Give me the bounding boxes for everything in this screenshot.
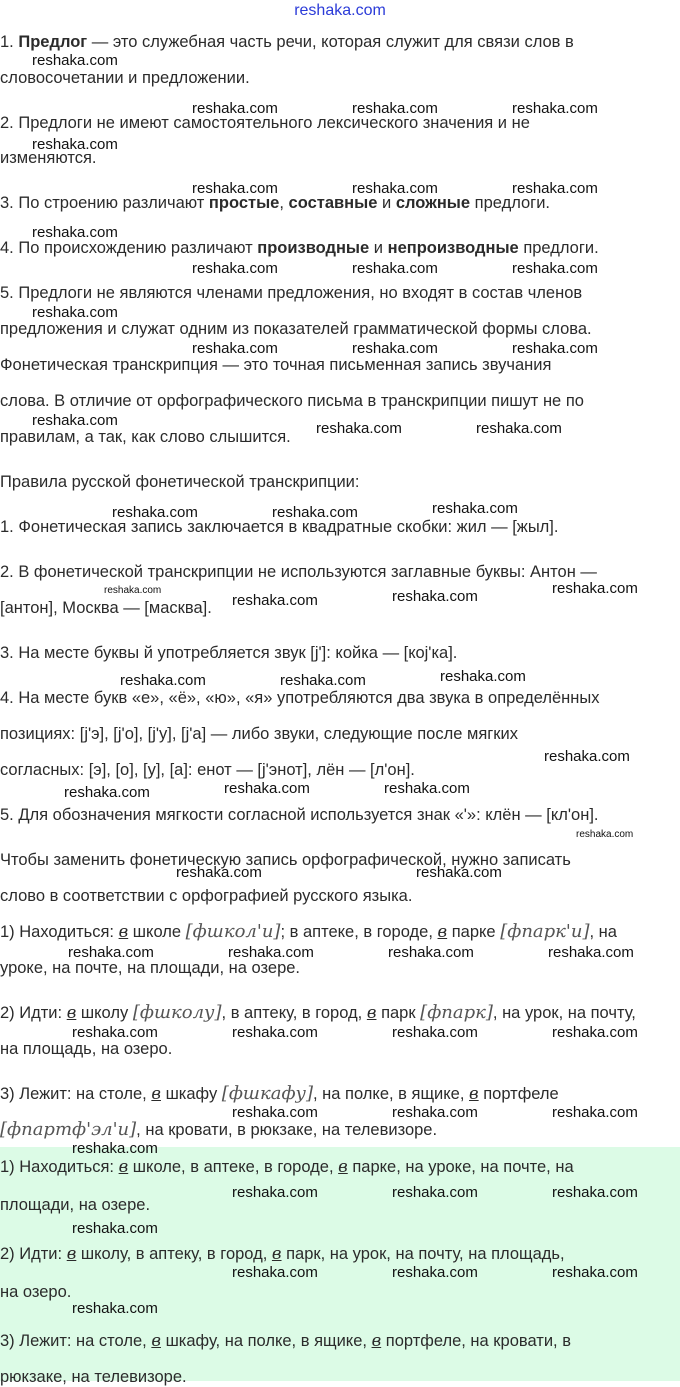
watermark: reshaka.com (316, 420, 402, 437)
watermark: reshaka.com (352, 180, 438, 197)
watermark: reshaka.com (68, 944, 154, 961)
watermark: reshaka.com (476, 420, 562, 437)
watermark: reshaka.com (280, 672, 366, 689)
transcription-rule-4-line-3: согласных: [э], [о], [у], [а]: енот — [j'энот], лён — [л'он]. (0, 761, 415, 779)
watermark: reshaka.com (576, 829, 634, 840)
phonetics-intro-line-1: Фонетическая транскрипция — это точная письменная запись звучания (0, 356, 552, 374)
watermark: reshaka.com (352, 260, 438, 277)
rule-3: 3. По строению различают простые, составные и сложные предлоги. (0, 194, 551, 212)
transcription-rule-1: 1. Фонетическая запись заключается в квадратные скобки: жил — [жыл]. (0, 518, 559, 536)
watermark: reshaka.com (552, 580, 638, 597)
rule-1-line-2: словосочетании и предложении. (0, 69, 250, 87)
site-header-link[interactable]: reshaka.com (294, 2, 386, 19)
exercise-3-line-2: [фпартф'эл'и], на кровати, в рюкзаке, на телевизоре. (0, 1119, 438, 1140)
rule-5-line-1: 5. Предлоги не являются членами предложения, но входят в состав членов (0, 284, 583, 302)
watermark: reshaka.com (416, 864, 502, 881)
watermark: reshaka.com (512, 180, 598, 197)
transcription-rule-3: 3. На месте буквы й употребляется звук [j']: койка — [кoj'ка]. (0, 644, 458, 662)
watermark: reshaka.com (32, 224, 118, 241)
watermark: reshaka.com (544, 748, 630, 765)
answer-2-line-1: 2) Идти: в школу, в аптеку, в город, в парк, на урок, на почту, на площадь, (0, 1244, 565, 1263)
conversion-note-line-1: Чтобы заменить фонетическую запись орфографической, нужно записать (0, 851, 571, 869)
watermark: reshaka.com (72, 1300, 158, 1317)
transcription-rule-2-line-1: 2. В фонетической транскрипции не используются заглавные буквы: Антон — (0, 563, 597, 581)
watermark: reshaka.com (272, 504, 358, 521)
watermark: reshaka.com (232, 1104, 318, 1121)
watermark: reshaka.com (112, 504, 198, 521)
watermark: reshaka.com (512, 260, 598, 277)
watermark: reshaka.com (440, 668, 526, 685)
rule-2-line-2: изменяются. (0, 149, 97, 167)
answer-2-line-2: на озеро. (0, 1283, 72, 1301)
watermark: reshaka.com (64, 784, 150, 801)
watermark: reshaka.com (232, 592, 318, 609)
watermark: reshaka.com (32, 412, 118, 429)
watermark: reshaka.com (192, 260, 278, 277)
watermark: reshaka.com (72, 1024, 158, 1041)
watermark: reshaka.com (224, 780, 310, 797)
watermark: reshaka.com (512, 100, 598, 117)
watermark: reshaka.com (72, 1140, 158, 1157)
watermark: reshaka.com (352, 340, 438, 357)
conversion-note-line-2: слово в соответствии с орфографией русского языка. (0, 887, 413, 905)
watermark: reshaka.com (232, 1184, 318, 1201)
transcription-rule-4-line-1: 4. На месте букв «е», «ё», «ю», «я» употребляются два звука в определённых (0, 689, 600, 707)
watermark: reshaka.com (392, 1264, 478, 1281)
watermark: reshaka.com (192, 340, 278, 357)
exercise-1-line-2: уроке, на почте, на площади, на озере. (0, 959, 301, 977)
answer-1-line-2: площади, на озере. (0, 1196, 151, 1214)
watermark: reshaka.com (392, 1184, 478, 1201)
watermark: reshaka.com (392, 588, 478, 605)
transcription-rule-4-line-2: позициях: [j'э], [j'о], [j'у], [j'а] — либо звуки, следующие после мягких (0, 725, 518, 743)
transcription-rule-5: 5. Для обозначения мягкости согласной используется знак «'»: клён — [кл'он]. (0, 806, 599, 824)
watermark: reshaka.com (192, 100, 278, 117)
watermark: reshaka.com (548, 944, 634, 961)
watermark: reshaka.com (232, 1264, 318, 1281)
rules-title: Правила русской фонетической транскрипции: (0, 473, 360, 491)
exercise-3-line-1: 3) Лежит: на столе, в шкафу [фшкафу], на полке, в ящике, в портфеле (0, 1083, 559, 1104)
watermark: reshaka.com (176, 864, 262, 881)
watermark: reshaka.com (392, 1024, 478, 1041)
phonetics-intro-line-2: слова. В отличие от орфографического письма в транскрипции пишут не по (0, 392, 584, 410)
rule-4: 4. По происхождению различают производные и непроизводные предлоги. (0, 239, 599, 257)
answer-3-line-2: рюкзаке, на телевизоре. (0, 1368, 187, 1386)
watermark: reshaka.com (392, 1104, 478, 1121)
watermark: reshaka.com (552, 1264, 638, 1281)
exercise-1-line-1: 1) Находиться: в школе [фшкол'и]; в аптеке, в городе, в парке [фпарк'и], на (0, 921, 617, 942)
watermark: reshaka.com (552, 1184, 638, 1201)
watermark: reshaka.com (32, 136, 118, 153)
answer-3-line-1: 3) Лежит: на столе, в шкафу, на полке, в ящике, в портфеле, на кровати, в (0, 1331, 571, 1350)
watermark: reshaka.com (228, 944, 314, 961)
rule-1-line-1: 1. Предлог — это служебная часть речи, которая служит для связи слов в (0, 33, 574, 51)
watermark: reshaka.com (552, 1104, 638, 1121)
watermark: reshaka.com (552, 1024, 638, 1041)
watermark: reshaka.com (232, 1024, 318, 1041)
rule-2-line-1: 2. Предлоги не имеют самостоятельного лексического значения и не (0, 114, 530, 132)
watermark: reshaka.com (72, 1220, 158, 1237)
watermark: reshaka.com (432, 500, 518, 517)
watermark: reshaka.com (192, 180, 278, 197)
watermark: reshaka.com (512, 340, 598, 357)
answer-1-line-1: 1) Находиться: в школе, в аптеке, в городе, в парке, на уроке, на почте, на (0, 1157, 574, 1176)
watermark: reshaka.com (352, 100, 438, 117)
watermark: reshaka.com (120, 672, 206, 689)
watermark: reshaka.com (32, 52, 118, 69)
exercise-2-line-2: на площадь, на озеро. (0, 1040, 173, 1058)
exercise-2-line-1: 2) Идти: в школу [фшколу], в аптеку, в город, в парк [фпарк], на урок, на почту, (0, 1002, 636, 1023)
watermark: reshaka.com (104, 585, 162, 596)
watermark: reshaka.com (32, 304, 118, 321)
watermark: reshaka.com (384, 780, 470, 797)
phonetics-intro-line-3: правилам, а так, как слово слышится. (0, 428, 291, 446)
rule-5-line-2: предложения и служат одним из показателей грамматической формы слова. (0, 320, 592, 338)
transcription-rule-2-line-2: [антон], Москва — [масква]. (0, 599, 212, 617)
watermark: reshaka.com (388, 944, 474, 961)
